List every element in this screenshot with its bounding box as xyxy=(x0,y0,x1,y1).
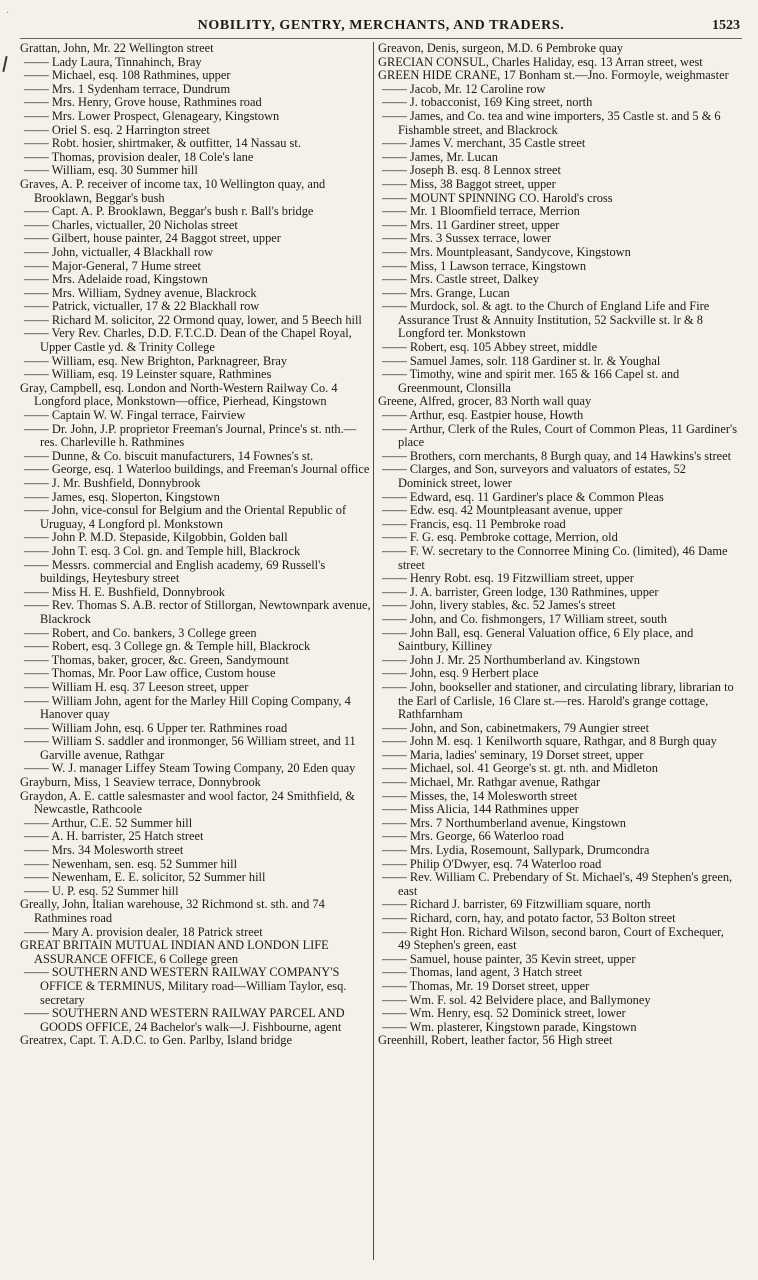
directory-entry: —— Clarges, and Son, surveyors and valuators of estates, 52 Dominick street, lower xyxy=(382,462,686,490)
directory-entry: —— Maria, ladies' seminary, 19 Dorset street, upper xyxy=(382,747,644,762)
directory-entry: —— Dr. John, J.P. proprietor Freeman's Journal, Prince's st. nth.—res. Charleville h. Rathmines xyxy=(24,421,357,450)
directory-entry: —— Thomas, provision dealer, 18 Cole's lane xyxy=(24,149,254,164)
directory-entry: —— Mary A. provision dealer, 18 Patrick street xyxy=(24,924,263,939)
directory-entry: —— Mrs. Henry, Grove house, Rathmines road xyxy=(24,95,262,110)
directory-entry: —— William, esq. 19 Leinster square, Rathmines xyxy=(24,367,272,382)
directory-entry: —— Captain W. W. Fingal terrace, Fairview xyxy=(24,408,246,423)
directory-entry: —— Rev. William C. Prebendary of St. Michael's, 49 Stephen's green, east xyxy=(382,870,733,898)
directory-entry: —— J. tobacconist, 169 King street, north xyxy=(382,95,593,110)
directory-entry: —— Robert, and Co. bankers, 3 College green xyxy=(24,625,257,640)
directory-entry: —— William, esq. New Brighton, Parknagreer, Bray xyxy=(24,353,288,368)
directory-entry: —— Dunne, & Co. biscuit manufacturers, 14 Fownes's st. xyxy=(24,448,314,463)
directory-entry: —— Wm. Henry, esq. 52 Dominick street, lower xyxy=(382,1006,626,1021)
directory-entry: Gray, Campbell, esq. London and North-Western Railway Co. 4 Longford place, Monkstown—office, Pierhead, Kingstown xyxy=(20,380,338,409)
directory-entry: —— John M. esq. 1 Kenilworth square, Rathgar, and 8 Burgh quay xyxy=(382,734,717,749)
directory-entry: —— Mrs. 11 Gardiner street, upper xyxy=(382,217,560,232)
directory-entry: —— Mrs. Lower Prospect, Glenageary, Kingstown xyxy=(24,108,280,123)
directory-entry: —— Lady Laura, Tinnahinch, Bray xyxy=(24,54,202,69)
directory-entry: —— Right Hon. Richard Wilson, second baron, Court of Exchequer, 49 Stephen's green, east xyxy=(382,924,724,953)
directory-entry: —— J. A. barrister, Green lodge, 130 Rathmines, upper xyxy=(382,584,659,599)
directory-entry: —— U. P. esq. 52 Summer hill xyxy=(24,883,179,898)
directory-entry: —— Richard M. solicitor, 22 Ormond quay, lower, and 5 Beech hill xyxy=(24,312,362,327)
directory-entry: GRECIAN CONSUL, Charles Haliday, esq. 13 Arran street, west xyxy=(378,54,703,69)
directory-entry: GREAT BRITAIN MUTUAL INDIAN AND LONDON LIFE ASSURANCE OFFICE, 6 College green xyxy=(20,938,329,966)
directory-entry: —— J. Mr. Bushfield, Donnybrook xyxy=(24,476,201,490)
directory-entry: —— SOUTHERN AND WESTERN RAILWAY COMPANY'S OFFICE & TERMINUS, Military road—William Taylor, esq. secretary xyxy=(24,965,347,1007)
directory-entry: —— John, vice-consul for Belgium and the Oriental Republic of Uruguay, 4 Longford pl. Monkstown xyxy=(24,503,347,531)
directory-entry: —— John, esq. 9 Herbert place xyxy=(382,666,539,681)
directory-entry: Grayburn, Miss, 1 Seaview terrace, Donnybrook xyxy=(20,775,261,790)
directory-entry: —— Edw. esq. 42 Mountpleasant avenue, upper xyxy=(382,503,623,518)
directory-entry: —— SOUTHERN AND WESTERN RAILWAY PARCEL AND GOODS OFFICE, 24 Bachelor's walk—J. Fishbourne, agent xyxy=(24,1006,345,1034)
directory-entry: —— Very Rev. Charles, D.D. F.T.C.D. Dean of the Chapel Royal, Upper Castle yd. & Trinity College xyxy=(24,326,352,355)
directory-entry: —— MOUNT SPINNING CO. Harold's cross xyxy=(382,190,613,205)
directory-entry: —— F. G. esq. Pembroke cottage, Merrion, old xyxy=(382,530,618,545)
directory-entry: —— Miss Alicia, 144 Rathmines upper xyxy=(382,802,579,817)
directory-entry: —— Miss, 1 Lawson terrace, Kingstown xyxy=(382,258,587,273)
directory-entry: —— Brothers, corn merchants, 8 Burgh quay, and 14 Hawkins's street xyxy=(382,448,732,463)
running-head: NOBILITY, GENTRY, MERCHANTS, AND TRADERS. xyxy=(197,18,565,33)
directory-entry: —— William S. saddler and ironmonger, 56 William street, and 11 Garville avenue, Rathgar xyxy=(24,734,356,762)
directory-entry: —— Richard, corn, hay, and potato factor, 53 Bolton street xyxy=(382,911,676,925)
directory-entry: —— Major-General, 7 Hume street xyxy=(24,258,201,273)
page-header xyxy=(20,18,742,39)
directory-entry: —— Mrs. Lydia, Rosemount, Sallypark, Drumcondra xyxy=(382,843,650,858)
directory-entry: —— Oriel S. esq. 2 Harrington street xyxy=(24,122,210,137)
directory-entry: —— Rev. Thomas S. A.B. rector of Stillorgan, Newtownpark avenue, Blackrock xyxy=(24,598,371,626)
directory-entry: —— John J. Mr. 25 Northumberland av. Kingstown xyxy=(382,652,641,667)
directory-entry: —— Robert, esq. 3 College gn. & Temple hill, Blackrock xyxy=(24,639,311,654)
directory-entry: —— Wm. F. sol. 42 Belvidere place, and Ballymoney xyxy=(382,992,651,1007)
directory-entry: —— Arthur, C.E. 52 Summer hill xyxy=(24,815,193,830)
directory-entry: —— Wm. plasterer, Kingstown parade, Kingstown xyxy=(382,1019,637,1034)
directory-entry: Greenhill, Robert, leather factor, 56 High street xyxy=(378,1033,613,1048)
right-column xyxy=(378,42,738,1048)
directory-entry: —— Messrs. commercial and English academy, 69 Russell's buildings, Heytesbury street xyxy=(24,557,326,586)
directory-entry: —— Robt. hosier, shirtmaker, & outfitter, 14 Nassau st. xyxy=(24,136,301,151)
directory-entry: —— Michael, sol. 41 George's st. gt. nth. and Midleton xyxy=(382,761,658,776)
directory-entry: —— Patrick, victualler, 17 & 22 Blackhall row xyxy=(24,299,260,314)
margin-pencil-mark xyxy=(2,56,7,72)
directory-entry: —— William H. esq. 37 Leeson street, upper xyxy=(24,679,249,694)
directory-entry: —— Thomas, baker, grocer, &c. Green, Sandymount xyxy=(24,652,289,667)
directory-entry: —— Miss H. E. Bushfield, Donnybrook xyxy=(24,584,226,599)
directory-entry: —— John, livery stables, &c. 52 James's street xyxy=(382,598,616,613)
directory-entry: —— Misses, the, 14 Molesworth street xyxy=(382,788,578,803)
directory-entry: —— Mrs. Grange, Lucan xyxy=(382,285,510,300)
directory-entry: —— Capt. A. P. Brooklawn, Beggar's bush r. Ball's bridge xyxy=(24,204,314,219)
directory-entry: —— John, and Son, cabinetmakers, 79 Aungier street xyxy=(382,720,650,735)
directory-entry: —— F. W. secretary to the Connorree Mining Co. (limited), 46 Dame street xyxy=(382,543,728,572)
directory-entry: GREEN HIDE CRANE, 17 Bonham st.—Jno. Formoyle, weighmaster xyxy=(378,68,729,83)
directory-entry: —— Newenham, sen. esq. 52 Summer hill xyxy=(24,856,238,871)
left-column xyxy=(20,42,372,1048)
directory-entry: —— Timothy, wine and spirit mer. 165 & 166 Capel st. and Greenmount, Clonsilla xyxy=(382,367,680,395)
column-divider xyxy=(373,42,374,1260)
directory-entry: —— Michael, Mr. Rathgar avenue, Rathgar xyxy=(382,775,601,790)
directory-entry: Greally, John, Italian warehouse, 32 Richmond st. sth. and 74 Rathmines road xyxy=(20,897,325,925)
directory-entry: —— Mrs. George, 66 Waterloo road xyxy=(382,829,564,844)
directory-entry: —— Mrs. Castle street, Dalkey xyxy=(382,272,539,287)
directory-entry: —— Mrs. 34 Molesworth street xyxy=(24,843,184,858)
directory-entry: —— John T. esq. 3 Col. gn. and Temple hill, Blackrock xyxy=(24,543,301,558)
directory-entry: —— Mrs. 7 Northumberland avenue, Kingstown xyxy=(382,815,626,830)
directory-entry: —— John P. M.D. Stepaside, Kilgobbin, Golden ball xyxy=(24,530,288,545)
directory-entry: —— James V. merchant, 35 Castle street xyxy=(382,136,586,151)
directory-entry: —— Miss, 38 Baggot street, upper xyxy=(382,176,556,191)
directory-entry: —— Mrs. 3 Sussex terrace, lower xyxy=(382,231,551,246)
directory-entry: —— Samuel, house painter, 35 Kevin street, upper xyxy=(382,951,636,966)
directory-entry: —— Mrs. Mountpleasant, Sandycove, Kingstown xyxy=(382,244,631,259)
directory-entry: —— Arthur, Clerk of the Rules, Court of Common Pleas, 11 Gardiner's place xyxy=(382,421,738,450)
directory-entry: —— James, esq. Sloperton, Kingstown xyxy=(24,489,220,504)
directory-entry: Graves, A. P. receiver of income tax, 10 Wellington quay, and Brooklawn, Beggar's bush xyxy=(20,176,326,205)
directory-entry: —— Murdock, sol. & agt. to the Church of England Life and Fire Assurance Trust & Annuity Institution, 52 Sackville st. lr & 8 Longford ter. Monkstown xyxy=(382,299,710,341)
directory-entry: —— Gilbert, house painter, 24 Baggot street, upper xyxy=(24,231,281,246)
directory-entry: —— W. J. manager Liffey Steam Towing Company, 20 Eden quay xyxy=(24,761,356,776)
directory-entry: Grattan, John, Mr. 22 Wellington street xyxy=(20,41,214,55)
directory-entry: —— Richard J. barrister, 69 Fitzwilliam square, north xyxy=(382,897,651,912)
directory-entry: —— John, bookseller and stationer, and circulating library, librarian to the Earl of Carlisle, 16 Clare st.—res. Harold's grange cottage, Rathfarnham xyxy=(382,679,734,722)
directory-entry: —— Samuel James, solr. 118 Gardiner st. lr. & Youghal xyxy=(382,353,661,368)
directory-entry: —— William John, esq. 6 Upper ter. Rathmines road xyxy=(24,720,288,735)
directory-entry: —— Robert, esq. 105 Abbey street, middle xyxy=(382,340,598,355)
directory-entry: —— Edward, esq. 11 Gardiner's place & Common Pleas xyxy=(382,489,664,504)
directory-entry: —— Newenham, E. E. solicitor, 52 Summer hill xyxy=(24,870,266,885)
directory-entry: —— Thomas, land agent, 3 Hatch street xyxy=(382,965,583,980)
directory-entry: —— John Ball, esq. General Valuation office, 6 Ely place, and Saintbury, Killiney xyxy=(382,625,694,654)
page-number: 1523 xyxy=(712,18,740,33)
directory-entry: —— Mrs. 1 Sydenham terrace, Dundrum xyxy=(24,81,231,96)
directory-entry: —— William John, agent for the Marley Hill Coping Company, 4 Hanover quay xyxy=(24,693,351,722)
directory-entry: —— William, esq. 30 Summer hill xyxy=(24,163,198,178)
directory-entry: —— Henry Robt. esq. 19 Fitzwilliam street, upper xyxy=(382,571,634,586)
directory-entry: —— Michael, esq. 108 Rathmines, upper xyxy=(24,68,231,83)
directory-entry: —— George, esq. 1 Waterloo buildings, and Freeman's Journal office xyxy=(24,462,370,477)
directory-entry: —— A. H. barrister, 25 Hatch street xyxy=(24,829,204,844)
directory-entry: —— James, Mr. Lucan xyxy=(382,149,498,164)
directory-entry: Graydon, A. E. cattle salesmaster and wool factor, 24 Smithfield, & Newcastle, Rathcoole xyxy=(20,788,355,817)
directory-entry: —— Thomas, Mr. 19 Dorset street, upper xyxy=(382,978,590,993)
directory-entry: —— Mr. 1 Bloomfield terrace, Merrion xyxy=(382,204,580,219)
directory-entry: —— Mrs. William, Sydney avenue, Blackrock xyxy=(24,285,257,300)
directory-entry: —— James, and Co. tea and wine importers, 35 Castle st. and 5 & 6 Fishamble street, and Blackrock xyxy=(382,108,721,137)
margin-speck: · xyxy=(6,8,10,19)
directory-entry: —— Thomas, Mr. Poor Law office, Custom house xyxy=(24,666,276,681)
directory-entry: Greene, Alfred, grocer, 83 North wall quay xyxy=(378,394,592,409)
directory-entry: —— Philip O'Dwyer, esq. 74 Waterloo road xyxy=(382,856,602,871)
directory-entry: —— John, and Co. fishmongers, 17 William street, south xyxy=(382,611,667,626)
directory-entry: —— Francis, esq. 11 Pembroke road xyxy=(382,516,566,531)
directory-entry: —— Charles, victualler, 20 Nicholas street xyxy=(24,217,238,232)
directory-entry: —— John, victualler, 4 Blackhall row xyxy=(24,244,214,259)
directory-entry: —— Arthur, esq. Eastpier house, Howth xyxy=(382,408,584,423)
directory-entry: —— Mrs. Adelaide road, Kingstown xyxy=(24,272,208,287)
directory-entry: —— Jacob, Mr. 12 Caroline row xyxy=(382,81,546,96)
directory-entry: —— Joseph B. esq. 8 Lennox street xyxy=(382,163,561,178)
directory-entry: Greavon, Denis, surgeon, M.D. 6 Pembroke quay xyxy=(378,41,624,55)
directory-entry: Greatrex, Capt. T. A.D.C. to Gen. Parlby, Island bridge xyxy=(20,1033,292,1048)
